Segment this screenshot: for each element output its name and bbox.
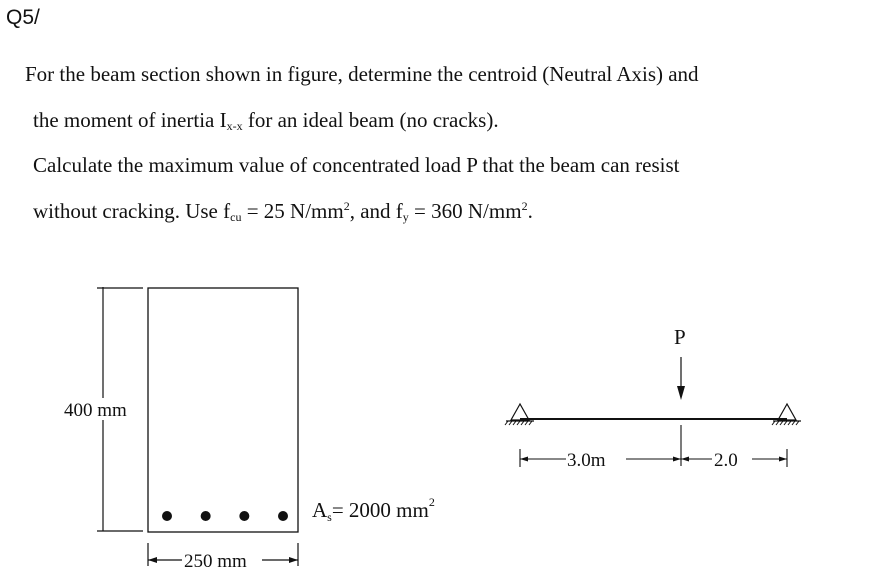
question-line-4-text-e: . [527, 199, 533, 223]
right-support-icon [772, 404, 801, 425]
fy-subscript: y [402, 210, 409, 224]
beam-cross-section [62, 287, 435, 572]
question-line-3-text: Calculate the maximum value of concentrated load P that the beam can resist [33, 153, 680, 177]
width-arrow-right [289, 557, 298, 563]
rebar-dot [278, 511, 288, 521]
span-left-label: 3.0m [567, 450, 606, 471]
rebar-dot [201, 511, 211, 521]
rebar-dot [162, 511, 172, 521]
span-dimensions [520, 425, 787, 471]
width-dimension [148, 543, 298, 572]
reinforcement-bars [162, 511, 288, 521]
question-line-2-text-a: the moment of inertia I [33, 108, 227, 132]
fcu-subscript: cu [230, 210, 242, 224]
height-dimension [62, 287, 146, 531]
load-label: P [674, 325, 686, 349]
question-line-4-text-b: = 25 N/mm [241, 199, 344, 223]
steel-area-label-sub: s [327, 510, 332, 524]
steel-area-label-a: A [312, 498, 328, 522]
question-line-1-text: For the beam section shown in figure, determine the centroid (Neutral Axis) and [25, 62, 699, 86]
left-support-icon [505, 404, 534, 425]
unit-superscript-2: 2 [521, 199, 528, 213]
question-number: Q5/ [6, 6, 40, 29]
rebar-dot [239, 511, 249, 521]
width-arrow-left [148, 557, 157, 563]
point-load-arrow [677, 357, 685, 400]
span-right-label: 2.0 [714, 450, 738, 471]
question-line-4-text-c: , and f [349, 199, 403, 223]
moment-of-inertia-subscript: x-x [226, 119, 243, 133]
unit-superscript-1: 2 [343, 199, 350, 213]
section-outline [148, 288, 298, 532]
question-line-4-text-d: = 360 N/mm [408, 199, 522, 223]
question-line-4-text-a: without cracking. Use f [33, 199, 231, 223]
width-label: 250 mm [184, 551, 247, 572]
height-label: 400 mm [64, 400, 127, 421]
question-line-2-text-b: for an ideal beam (no cracks). [242, 108, 499, 132]
steel-area-label [312, 495, 435, 524]
steel-area-label-sup: 2 [428, 495, 435, 509]
beam-elevation [505, 325, 801, 471]
steel-area-label-b: = 2000 mm [331, 498, 429, 522]
